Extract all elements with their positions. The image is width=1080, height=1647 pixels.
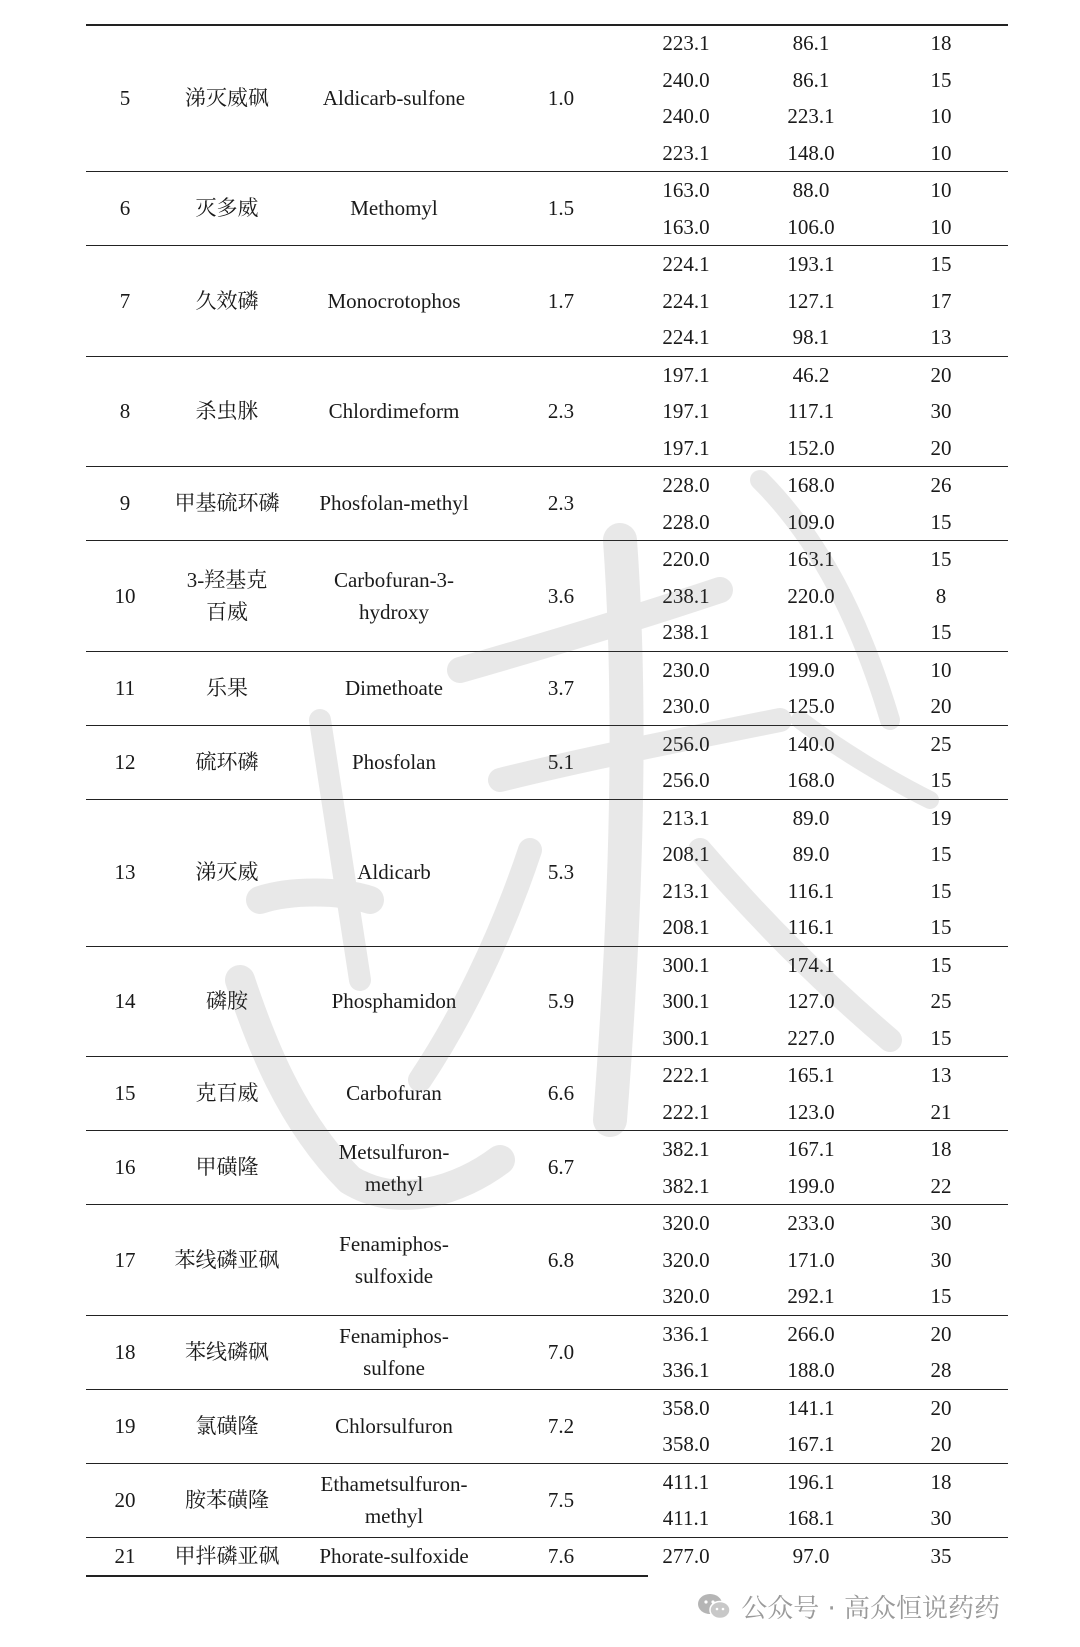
collision-energy-cell: 20: [874, 1389, 1008, 1426]
precursor-ion-cell: 382.1: [624, 1131, 748, 1168]
precursor-ion-cell: 240.0: [662, 104, 710, 128]
row-number-cell: 11: [86, 651, 164, 725]
chinese-name-cell: 胺苯磺隆: [164, 1463, 290, 1537]
product-ion-cell: 168.1: [787, 1506, 835, 1530]
english-name-line: methyl: [364, 1504, 424, 1528]
precursor-ion-cell: 213.1: [624, 799, 748, 836]
table-row: [86, 1463, 1008, 1500]
collision-energy-cell: 8: [935, 583, 947, 608]
precursor-ion-cell: 320.0: [662, 1247, 710, 1272]
english-name-line: Chlordimeform: [328, 399, 460, 423]
collision-energy-cell: 15: [930, 768, 952, 792]
precursor-ion-cell: 197.1: [624, 356, 748, 393]
precursor-ion-cell: 213.1: [662, 878, 710, 903]
english-name-cell: [290, 1537, 498, 1574]
product-ion-cell: 141.1: [748, 1389, 874, 1426]
collision-energy-cell: 25: [874, 725, 1008, 762]
english-name-cell: [290, 799, 498, 946]
collision-energy-cell: 20: [930, 694, 952, 718]
precursor-ion-cell: 220.0: [624, 541, 748, 578]
precursor-ion-cell: 320.0: [662, 1284, 710, 1308]
row-number-cell: 7: [86, 246, 164, 357]
english-name-line: Methomyl: [350, 196, 438, 221]
collision-energy-cell: 15: [874, 541, 1008, 578]
collision-energy-cell: 18: [930, 31, 952, 55]
chinese-name-cell: [164, 541, 290, 652]
product-ion-cell: 89.0: [792, 842, 830, 866]
english-name-cell: [290, 356, 498, 467]
product-ion-cell: 227.0: [787, 1025, 835, 1050]
row-number-cell: 9: [86, 467, 164, 541]
product-ion-cell: 171.0: [787, 1247, 835, 1272]
product-ion-cell: 123.0: [787, 1099, 835, 1124]
chinese-name-cell: 氯磺隆: [164, 1389, 290, 1463]
english-name-cell: [290, 651, 498, 725]
precursor-ion-cell: 224.1: [662, 325, 710, 349]
collision-energy-cell: 20: [874, 356, 1008, 393]
chinese-name-cell: 甲基硫环磷: [164, 467, 290, 541]
row-number-cell: 19: [86, 1389, 164, 1463]
product-ion-cell: 97.0: [748, 1537, 874, 1574]
collision-energy-cell: 10: [930, 104, 952, 128]
english-name-cell: [290, 1057, 498, 1131]
collision-energy-cell: 15: [930, 1025, 952, 1050]
precursor-ion-cell: 411.1: [662, 1506, 710, 1530]
collision-energy-cell: 17: [930, 288, 952, 313]
row-number-cell: 13: [86, 799, 164, 946]
product-ion-cell: 199.0: [748, 651, 874, 688]
english-name-line: Ethametsulfuron-: [320, 1472, 468, 1496]
collision-energy-cell: 15: [930, 509, 952, 534]
retention-time-cell: 5.3: [498, 799, 624, 946]
english-name-line: Carbofuran-3-: [333, 567, 455, 592]
precursor-ion-cell: 240.0: [662, 67, 710, 92]
english-name-cell: [290, 1205, 498, 1316]
collision-energy-cell: 15: [930, 842, 952, 866]
chinese-name-line: 3-羟基克: [186, 567, 268, 592]
collision-energy-cell: 19: [874, 799, 1008, 836]
precursor-ion-cell: 238.1: [662, 583, 710, 608]
collision-energy-cell: 26: [874, 467, 1008, 504]
product-ion-cell: 165.1: [748, 1057, 874, 1094]
english-name-line: sulfoxide: [354, 1263, 434, 1288]
retention-time-cell: 7.0: [498, 1315, 624, 1389]
product-ion-cell: 46.2: [748, 356, 874, 393]
chinese-name-cell: 灭多威: [164, 172, 290, 246]
product-ion-cell: 220.0: [787, 583, 835, 608]
retention-time-cell: 5.9: [498, 946, 624, 1057]
collision-energy-cell: 15: [874, 946, 1008, 983]
precursor-ion-cell: 197.1: [662, 435, 710, 460]
chinese-name-cell: 苯线磷亚砜: [164, 1205, 290, 1316]
chinese-name-cell: 甲磺隆: [164, 1131, 290, 1205]
precursor-ion-cell: 223.1: [662, 31, 710, 55]
precursor-ion-cell: 358.0: [662, 1432, 710, 1456]
product-ion-cell: 125.0: [787, 694, 835, 718]
english-name-cell: [290, 1315, 498, 1389]
collision-energy-cell: 10: [930, 214, 952, 239]
row-number-cell: 20: [86, 1463, 164, 1537]
retention-time-cell: 2.3: [498, 356, 624, 467]
retention-time-cell: 1.7: [498, 246, 624, 357]
chinese-name-cell: 硫环磷: [164, 725, 290, 799]
collision-energy-cell: 10: [874, 172, 1008, 209]
row-number-cell: 5: [119, 85, 131, 110]
english-name-line: Chlorsulfuron: [335, 1413, 453, 1438]
product-ion-cell: 181.1: [787, 620, 835, 644]
english-name-line: hydroxy: [359, 599, 429, 624]
collision-energy-cell: 35: [874, 1537, 1008, 1574]
product-ion-cell: 152.0: [787, 435, 835, 460]
table-row: [86, 1057, 1008, 1094]
table-row: [86, 541, 1008, 578]
english-name-line: Metsulfuron-: [338, 1139, 450, 1164]
product-ion-cell: 127.1: [787, 288, 835, 313]
precursor-ion-cell: 238.1: [662, 620, 710, 644]
product-ion-cell: 193.1: [748, 246, 874, 283]
precursor-ion-cell: 358.0: [624, 1389, 748, 1426]
collision-energy-cell: 20: [930, 1432, 952, 1456]
table-row: [86, 651, 1008, 688]
collision-energy-cell: 28: [930, 1358, 952, 1382]
collision-energy-cell: 30: [930, 399, 952, 423]
collision-energy-cell: 20: [930, 435, 952, 460]
product-ion-cell: 86.1: [792, 31, 830, 55]
table-row: [86, 799, 1008, 836]
product-ion-cell: 223.1: [787, 104, 835, 128]
product-ion-cell: 116.1: [787, 878, 835, 903]
product-ion-cell: 174.1: [748, 946, 874, 983]
english-name-cell: [290, 541, 498, 652]
footer-watermark: [697, 1588, 1000, 1625]
english-name-line: Phosfolan: [352, 749, 436, 774]
chinese-name-cell: 久效磷: [164, 246, 290, 357]
table-bottom-rule: [86, 1575, 648, 1577]
retention-time-cell: 6.7: [498, 1131, 624, 1205]
chinese-name-cell: 涕灭威: [164, 799, 290, 946]
footer-text: 公众号 · 高众恒说药药: [741, 1594, 1000, 1624]
product-ion-cell: 163.1: [748, 541, 874, 578]
precursor-ion-cell: 336.1: [624, 1315, 748, 1352]
english-name-cell: [290, 1463, 498, 1537]
collision-energy-cell: 15: [874, 246, 1008, 283]
precursor-ion-cell: 300.1: [662, 1025, 710, 1050]
product-ion-cell: 168.0: [787, 768, 835, 792]
english-name-line: Monocrotophos: [327, 288, 461, 313]
table-row: [86, 246, 1008, 283]
precursor-ion-cell: 256.0: [624, 725, 748, 762]
collision-energy-cell: 10: [874, 651, 1008, 688]
english-name-line: Phosfolan-methyl: [319, 491, 469, 516]
product-ion-cell: 196.1: [748, 1463, 874, 1500]
product-ion-cell: 109.0: [787, 509, 835, 534]
retention-time-cell: 6.8: [498, 1205, 624, 1316]
precursor-ion-cell: 208.1: [662, 842, 710, 866]
collision-energy-cell: 13: [930, 325, 952, 349]
chinese-name-cell: 乐果: [164, 651, 290, 725]
precursor-ion-cell: 230.0: [662, 694, 710, 718]
table-row: [86, 725, 1008, 762]
collision-energy-cell: 22: [930, 1173, 952, 1198]
english-name-cell: [290, 725, 498, 799]
collision-energy-cell: 15: [930, 878, 952, 903]
chinese-name-cell: 克百威: [164, 1057, 290, 1131]
retention-time-cell: 7.5: [498, 1463, 624, 1537]
product-ion-cell: 140.0: [748, 725, 874, 762]
row-number-cell: 15: [86, 1057, 164, 1131]
retention-time-cell: 7.2: [498, 1389, 624, 1463]
english-name-line: sulfone: [363, 1356, 425, 1380]
precursor-ion-cell: 163.0: [662, 214, 710, 239]
product-ion-cell: 89.0: [748, 799, 874, 836]
row-number-cell: 17: [86, 1205, 164, 1316]
english-name-line: Fenamiphos-: [339, 1324, 449, 1348]
row-number-cell: 18: [86, 1315, 164, 1389]
chinese-name-cell: 杀虫脒: [164, 356, 290, 467]
row-number-cell: 12: [86, 725, 164, 799]
english-name-cell: [290, 25, 498, 172]
collision-energy-cell: 13: [874, 1057, 1008, 1094]
english-name-line: Dimethoate: [345, 675, 443, 700]
product-ion-cell: 117.1: [787, 399, 835, 423]
product-ion-cell: 266.0: [748, 1315, 874, 1352]
precursor-ion-cell: 228.0: [662, 509, 710, 534]
collision-energy-cell: 20: [874, 1315, 1008, 1352]
collision-energy-cell: 30: [874, 1205, 1008, 1242]
precursor-ion-cell: 277.0: [624, 1537, 748, 1574]
precursor-ion-cell: 163.0: [624, 172, 748, 209]
table-row: [86, 1205, 1008, 1242]
chinese-name-cell: 甲拌磷亚砜: [164, 1537, 290, 1574]
english-name-line: Aldicarb: [357, 860, 431, 885]
english-name-cell: [290, 1389, 498, 1463]
product-ion-cell: 168.0: [748, 467, 874, 504]
product-ion-cell: 148.0: [787, 140, 835, 165]
retention-time-cell: 3.7: [498, 651, 624, 725]
row-number-cell: 6: [86, 172, 164, 246]
row-number-cell: 8: [86, 356, 164, 467]
table-row: [86, 172, 1008, 209]
english-name-cell: [290, 946, 498, 1057]
table-row: [86, 1537, 1008, 1574]
product-ion-cell: 167.1: [748, 1131, 874, 1168]
precursor-ion-cell: 336.1: [662, 1358, 710, 1382]
collision-energy-cell: 30: [930, 1506, 952, 1530]
table-row: [86, 25, 1008, 62]
english-name-line: Phosphamidon: [331, 989, 457, 1013]
english-name-line: Carbofuran: [346, 1081, 442, 1106]
english-name-line: methyl: [364, 1171, 424, 1196]
precursor-ion-cell: 300.1: [662, 989, 710, 1013]
precursor-ion-cell: 224.1: [662, 288, 710, 313]
english-name-line: Aldicarb-sulfone: [322, 85, 466, 110]
precursor-ion-cell: 208.1: [662, 915, 710, 939]
retention-time-cell: 1.5: [498, 172, 624, 246]
collision-energy-cell: 15: [930, 620, 952, 644]
collision-energy-cell: 25: [930, 989, 952, 1013]
product-ion-cell: 98.1: [792, 325, 830, 349]
precursor-ion-cell: 224.1: [624, 246, 748, 283]
precursor-ion-cell: 382.1: [662, 1173, 710, 1198]
product-ion-cell: 292.1: [787, 1284, 835, 1308]
chinese-name-cell: 苯线磷砜: [164, 1315, 290, 1389]
collision-energy-cell: 15: [930, 1284, 952, 1308]
chinese-name-cell: 磷胺: [164, 946, 290, 1057]
row-number-cell: 10: [86, 541, 164, 652]
table-row: [86, 1315, 1008, 1352]
retention-time-cell: 5.1: [498, 725, 624, 799]
product-ion-cell: 199.0: [787, 1173, 835, 1198]
english-name-cell: [290, 246, 498, 357]
product-ion-cell: 167.1: [787, 1432, 835, 1456]
retention-time-cell: 6.6: [498, 1057, 624, 1131]
row-number-cell: 16: [86, 1131, 164, 1205]
retention-time-cell: 7.6: [498, 1537, 624, 1574]
precursor-ion-cell: 223.1: [662, 140, 710, 165]
table-row: [86, 1389, 1008, 1426]
precursor-ion-cell: 197.1: [662, 399, 710, 423]
table-row: [86, 467, 1008, 504]
precursor-ion-cell: 411.1: [624, 1463, 748, 1500]
precursor-ion-cell: 256.0: [662, 768, 710, 792]
product-ion-cell: 233.0: [748, 1205, 874, 1242]
product-ion-cell: 116.1: [787, 915, 835, 939]
collision-energy-cell: 30: [930, 1247, 952, 1272]
collision-energy-cell: 18: [874, 1131, 1008, 1168]
precursor-ion-cell: 320.0: [624, 1205, 748, 1242]
english-name-line: Fenamiphos-: [339, 1231, 449, 1256]
precursor-ion-cell: 222.1: [624, 1057, 748, 1094]
retention-time-cell: 2.3: [498, 467, 624, 541]
table-body: [86, 25, 1008, 1574]
precursor-ion-cell: 228.0: [624, 467, 748, 504]
collision-energy-cell: 15: [930, 915, 952, 939]
english-name-line: Phorate-sulfoxide: [319, 1543, 469, 1568]
english-name-cell: [290, 172, 498, 246]
table-row: [86, 946, 1008, 983]
chinese-name-cell: 涕灭威砜: [185, 85, 269, 110]
pesticide-table-container: [86, 25, 1008, 1574]
english-name-cell: [290, 1131, 498, 1205]
product-ion-cell: 188.0: [787, 1358, 835, 1382]
product-ion-cell: 127.0: [787, 989, 835, 1013]
precursor-ion-cell: 300.1: [624, 946, 748, 983]
precursor-ion-cell: 230.0: [624, 651, 748, 688]
product-ion-cell: 88.0: [748, 172, 874, 209]
collision-energy-cell: 10: [930, 140, 952, 165]
english-name-cell: [290, 467, 498, 541]
retention-time-cell: 3.6: [498, 541, 624, 652]
pesticide-mrm-table: [86, 25, 1008, 1574]
wechat-icon: [697, 1593, 731, 1621]
retention-time-cell: 1.0: [547, 85, 575, 110]
row-number-cell: 21: [86, 1537, 164, 1574]
table-row: [86, 1131, 1008, 1168]
product-ion-cell: 86.1: [792, 67, 830, 92]
collision-energy-cell: 15: [930, 67, 952, 92]
row-number-cell: 14: [86, 946, 164, 1057]
collision-energy-cell: 21: [930, 1099, 952, 1124]
table-row: [86, 356, 1008, 393]
precursor-ion-cell: 222.1: [662, 1099, 710, 1124]
chinese-name-line: 百威: [206, 599, 248, 624]
collision-energy-cell: 18: [874, 1463, 1008, 1500]
product-ion-cell: 106.0: [787, 214, 835, 239]
